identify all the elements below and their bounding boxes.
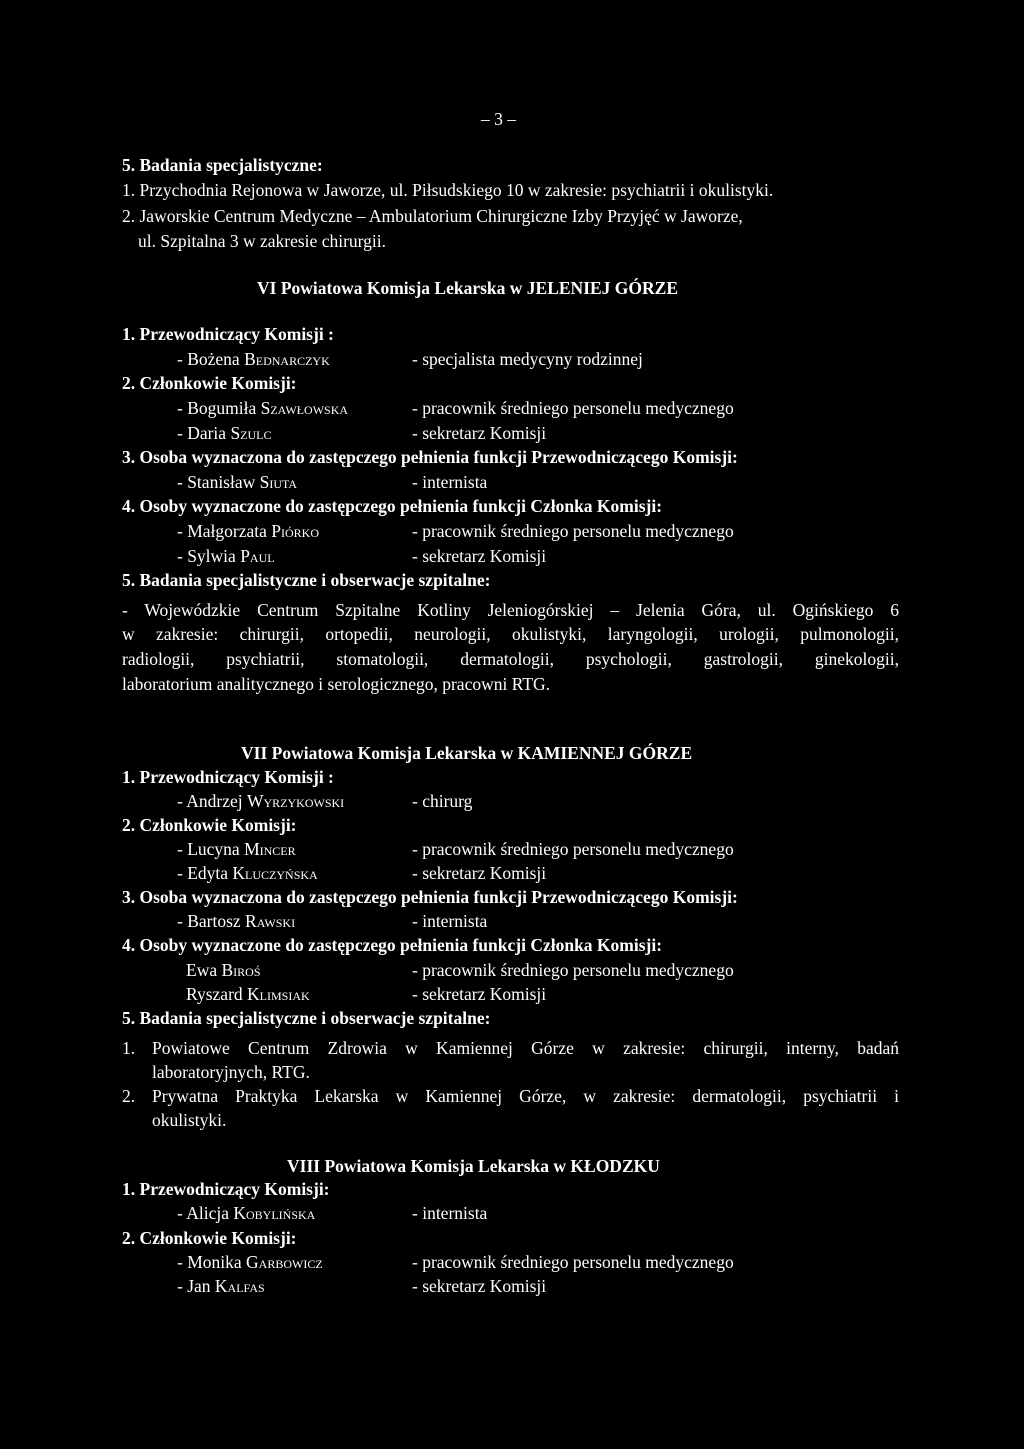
section-7-exam-2-line-2: okulistyki. [152, 1110, 227, 1130]
section-6-deputy-member-1-role: - pracownik średniego personelu medycznego [412, 521, 734, 541]
top-section-heading: 5. Badania specjalistyczne: [122, 155, 323, 175]
section-7-chair-role: - chirurg [412, 791, 473, 811]
section-6-exams-line-1: - Wojewódzkie Centrum Szpitalne Kotliny Jeleniogórskiej – Jelenia Góra, ul. Ogińskiego 6 [122, 600, 899, 620]
section-8-members-heading: 2. Członkowie Komisji: [122, 1228, 297, 1248]
section-6-member-2-role: - sekretarz Komisji [412, 423, 547, 443]
section-6-exams-heading: 5. Badania specjalistyczne i obserwacje szpitalne: [122, 570, 491, 590]
top-item-1: 1. Przychodnia Rejonowa w Jaworze, ul. Piłsudskiego 10 w zakresie: psychiatrii i okulistyki. [122, 180, 774, 200]
section-6-exams-line-4: laboratorium analitycznego i serologicznego, pracowni RTG. [122, 674, 551, 694]
section-7-deputy-chair-name: - Bartosz Rawski [177, 911, 296, 931]
section-6-deputy-member-1-name: - Małgorzata Piórko [177, 521, 319, 541]
section-7-exam-1-line-1: Powiatowe Centrum Zdrowia w Kamiennej Górze w zakresie: chirurgii, interny, badań [152, 1038, 899, 1058]
section-6-deputy-member-2-name: - Sylwia Paul [177, 546, 275, 566]
section-8-member-1-role: - pracownik średniego personelu medycznego [412, 1252, 734, 1272]
section-7-deputy-member-1-name: Ewa Biroś [186, 960, 261, 980]
section-7-exam-2-number: 2. [122, 1086, 136, 1106]
section-8-chair-name: - Alicja Kobylińska [177, 1203, 316, 1223]
section-8-member-1-name: - Monika Garbowicz [177, 1252, 323, 1272]
section-6-exams-line-3: radiologii, psychiatrii, stomatologii, dermatologii, psychologii, gastrologii, ginekologii, [122, 649, 899, 669]
section-6-deputy-chair-role: - internista [412, 472, 488, 492]
top-item-2-line-2: ul. Szpitalna 3 w zakresie chirurgii. [138, 231, 387, 251]
section-8-member-2-role: - sekretarz Komisji [412, 1276, 547, 1296]
section-6-deputy-members-heading: 4. Osoby wyznaczone do zastępczego pełnienia funkcji Członka Komisji: [122, 496, 663, 516]
section-6-chair-role: - specjalista medycyny rodzinnej [412, 349, 643, 369]
section-6-chair-name: - Bożena Bednarczyk [177, 349, 330, 369]
top-item-2-line-1: 2. Jaworskie Centrum Medyczne – Ambulatorium Chirurgiczne Izby Przyjęć w Jaworze, [122, 206, 743, 226]
section-8-title: VIII Powiatowa Komisja Lekarska w KŁODZKU [287, 1156, 660, 1176]
section-6-member-1-name: - Bogumiła Szawłowska [177, 398, 349, 418]
section-7-deputy-chair-role: - internista [412, 911, 488, 931]
section-8-chair-role: - internista [412, 1203, 488, 1223]
section-6-member-2-name: - Daria Szulc [177, 423, 272, 443]
section-6-exams-line-2: w zakresie: chirurgii, ortopedii, neurologii, okulistyki, laryngologii, urologii, pulmonologii, [122, 624, 899, 644]
section-6-chair-heading: 1. Przewodniczący Komisji : [122, 324, 334, 344]
section-8-chair-heading: 1. Przewodniczący Komisji: [122, 1179, 330, 1199]
section-7-deputy-member-1-role: - pracownik średniego personelu medycznego [412, 960, 734, 980]
section-7-exam-2-line-1: Prywatna Praktyka Lekarska w Kamiennej Górze, w zakresie: dermatologii, psychiatrii i [152, 1086, 899, 1106]
section-6-members-heading: 2. Członkowie Komisji: [122, 373, 297, 393]
section-7-exams-heading: 5. Badania specjalistyczne i obserwacje szpitalne: [122, 1008, 491, 1028]
section-7-title: VII Powiatowa Komisja Lekarska w KAMIENNEJ GÓRZE [241, 743, 693, 763]
section-7-chair-heading: 1. Przewodniczący Komisji : [122, 767, 334, 787]
section-7-members-heading: 2. Członkowie Komisji: [122, 815, 297, 835]
section-7-member-1-role: - pracownik średniego personelu medycznego [412, 839, 734, 859]
page-number: – 3 – [481, 109, 516, 129]
section-7-member-2-name: - Edyta Kluczyńska [177, 863, 318, 883]
section-7-deputy-members-heading: 4. Osoby wyznaczone do zastępczego pełnienia funkcji Członka Komisji: [122, 935, 663, 955]
section-6-deputy-chair-heading: 3. Osoba wyznaczona do zastępczego pełnienia funkcji Przewodniczącego Komisji: [122, 447, 738, 467]
section-8-member-2-name: - Jan Kalfas [177, 1276, 265, 1296]
section-7-exam-1-line-2: laboratoryjnych, RTG. [152, 1062, 310, 1082]
section-6-title: VI Powiatowa Komisja Lekarska w JELENIEJ GÓRZE [257, 278, 679, 298]
section-7-deputy-member-2-name: Ryszard Klimsiak [186, 984, 310, 1004]
section-7-exam-1-number: 1. [122, 1038, 136, 1058]
section-7-member-1-name: - Lucyna Mincer [177, 839, 296, 859]
section-6-deputy-chair-name: - Stanisław Siuta [177, 472, 298, 492]
section-6-member-1-role: - pracownik średniego personelu medycznego [412, 398, 734, 418]
section-7-deputy-chair-heading: 3. Osoba wyznaczona do zastępczego pełnienia funkcji Przewodniczącego Komisji: [122, 887, 738, 907]
section-6-deputy-member-2-role: - sekretarz Komisji [412, 546, 547, 566]
section-7-member-2-role: - sekretarz Komisji [412, 863, 547, 883]
section-7-deputy-member-2-role: - sekretarz Komisji [412, 984, 547, 1004]
section-7-chair-name: - Andrzej Wyrzykowski [177, 791, 345, 811]
